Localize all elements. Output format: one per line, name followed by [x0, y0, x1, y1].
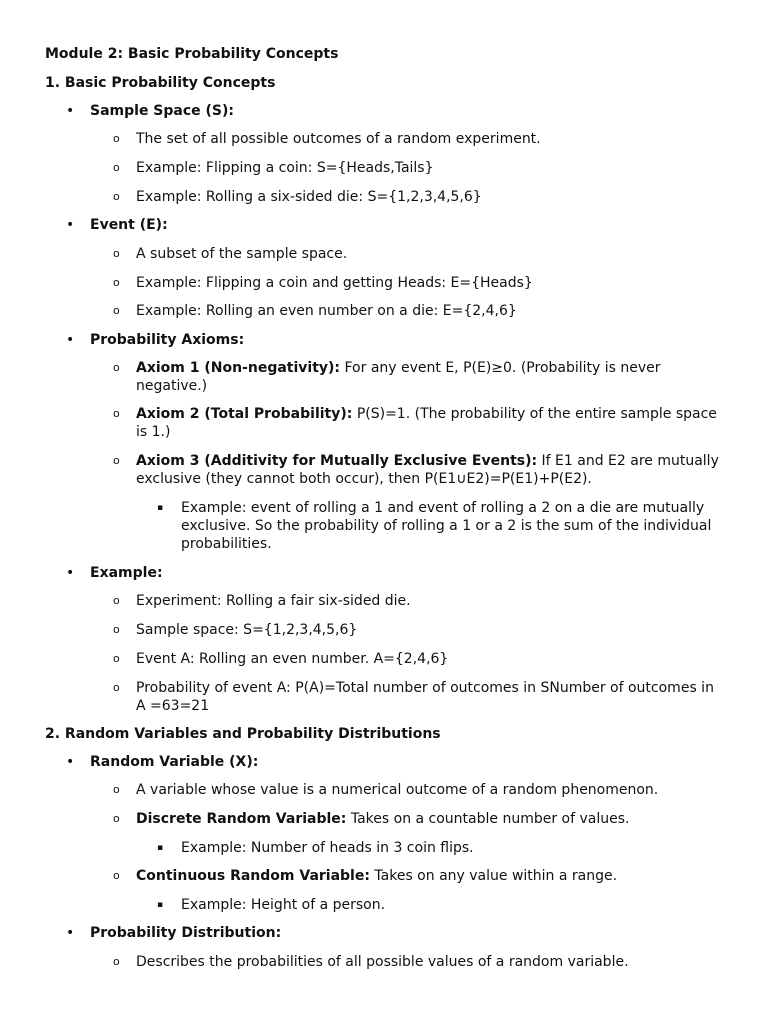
continuous-text: Takes on any value within a range.	[374, 868, 618, 884]
event-item: o Example: Rolling an even number on a die: E={2,4,6}	[136, 302, 726, 320]
continuous-title: Continuous Random Variable:	[136, 868, 370, 884]
axiom-3	[136, 452, 726, 488]
axioms-label: • Probability Axioms:	[90, 331, 244, 349]
axiom-3-text: If E1 and E2 are mutually exclusive (they cannot both occur), then P(E1∪E2)=P(E1)+P(E2).	[136, 453, 719, 487]
example-label: • Example:	[90, 564, 163, 582]
random-variable-label: • Random Variable (X):	[90, 753, 258, 771]
document-title: Module 2: Basic Probability Concepts	[45, 46, 339, 62]
discrete-random-variable	[136, 810, 726, 828]
section-2-heading: 2. Random Variables and Probability Distributions	[45, 726, 441, 742]
random-variable-definition: o A variable whose value is a numerical outcome of a random phenomenon.	[136, 781, 726, 799]
axiom-1-title: Axiom 1 (Non-negativity):	[136, 360, 341, 376]
distribution-label: • Probability Distribution:	[90, 924, 281, 942]
example-item: o Event A: Rolling an even number. A={2,4,6}	[136, 650, 726, 668]
axiom-2-text: P(S)=1. (The probability of the entire sample space is 1.)	[136, 406, 717, 440]
example-item: o Sample space: S={1,2,3,4,5,6}	[136, 621, 726, 639]
distribution-item: o Describes the probabilities of all possible values of a random variable.	[136, 953, 726, 971]
continuous-example: ▪ Example: Height of a person.	[181, 896, 726, 914]
axiom-1	[136, 359, 726, 395]
sample-space-item: o The set of all possible outcomes of a random experiment.	[136, 130, 726, 148]
example-item: o Experiment: Rolling a fair six-sided die.	[136, 592, 726, 610]
sample-space-item: o Example: Flipping a coin: S={Heads,Tails}	[136, 159, 726, 177]
axiom-1-text: For any event E, P(E)≥0. (Probability is never negative.)	[136, 360, 661, 394]
example-item: o Probability of event A: P(A)=Total number of outcomes in SNumber of outcomes in A =63=21	[136, 679, 726, 715]
axiom-3-title: Axiom 3 (Additivity for Mutually Exclusive Events):	[136, 453, 538, 469]
sample-space-item: o Example: Rolling a six-sided die: S={1,2,3,4,5,6}	[136, 188, 726, 206]
discrete-title: Discrete Random Variable:	[136, 811, 347, 827]
discrete-example: ▪ Example: Number of heads in 3 coin flips.	[181, 839, 726, 857]
axiom-2-title: Axiom 2 (Total Probability):	[136, 406, 353, 422]
section-1-heading: 1. Basic Probability Concepts	[45, 75, 276, 91]
axiom-3-example: ▪ Example: event of rolling a 1 and event of rolling a 2 on a die are mutually exclusive. So the probability of rolling a 1 or a 2 is the sum of the individual probabilities.	[181, 499, 726, 553]
event-item: o A subset of the sample space.	[136, 245, 726, 263]
continuous-random-variable	[136, 867, 726, 885]
discrete-text: Takes on a countable number of values.	[350, 811, 630, 827]
event-item: o Example: Flipping a coin and getting Heads: E={Heads}	[136, 274, 726, 292]
event-label: • Event (E):	[90, 216, 168, 234]
sample-space-label: • Sample Space (S):	[90, 102, 234, 120]
axiom-2	[136, 405, 726, 441]
